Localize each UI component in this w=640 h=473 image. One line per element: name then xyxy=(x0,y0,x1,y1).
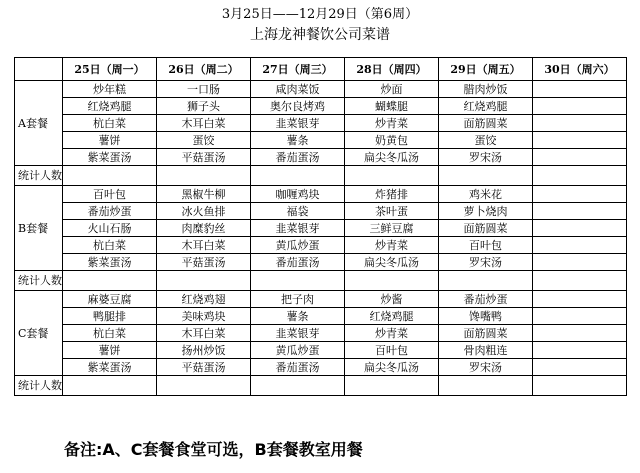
dish-cell: 奶黄包 xyxy=(345,132,439,149)
dish-cell: 薯饼 xyxy=(63,342,157,359)
count-label: 统计人数 xyxy=(15,376,63,396)
dish-cell: 罗宋汤 xyxy=(439,254,533,271)
dish-cell: 蛋饺 xyxy=(157,132,251,149)
table-row xyxy=(15,186,627,203)
dish-cell: 炸猪排 xyxy=(345,186,439,203)
dish-cell: 炒青菜 xyxy=(345,115,439,132)
dish-cell: 面筋圆菜 xyxy=(439,325,533,342)
dish-cell: 红烧鸡腿 xyxy=(63,98,157,115)
dish-cell: 番茄蛋汤 xyxy=(251,254,345,271)
count-cell xyxy=(533,271,627,291)
dish-cell: 百叶包 xyxy=(63,186,157,203)
set-name: A套餐 xyxy=(15,81,63,166)
dish-cell: 番茄炒蛋 xyxy=(63,203,157,220)
dish-cell: 红烧鸡翅 xyxy=(157,291,251,308)
dish-cell: 韭菜银芽 xyxy=(251,220,345,237)
day-header: 29日（周五） xyxy=(439,58,533,81)
count-cell xyxy=(251,271,345,291)
dish-cell: 馋嘴鸭 xyxy=(439,308,533,325)
header-corner xyxy=(15,58,63,81)
dish-cell: 百叶包 xyxy=(439,237,533,254)
count-cell xyxy=(533,166,627,186)
day-header: 28日（周四） xyxy=(345,58,439,81)
count-cell xyxy=(533,376,627,396)
dish-cell: 平菇蛋汤 xyxy=(157,149,251,166)
table-row xyxy=(15,325,627,342)
count-row xyxy=(15,271,627,291)
day-header: 25日（周一） xyxy=(63,58,157,81)
dish-cell: 红烧鸡腿 xyxy=(345,308,439,325)
table-row xyxy=(15,132,627,149)
dish-cell xyxy=(533,254,627,271)
dish-cell xyxy=(533,359,627,376)
dish-cell: 紫菜蛋汤 xyxy=(63,254,157,271)
dish-cell xyxy=(533,308,627,325)
dish-cell: 福袋 xyxy=(251,203,345,220)
dish-cell: 扁尖冬瓜汤 xyxy=(345,359,439,376)
table-row xyxy=(15,81,627,98)
dish-cell: 杭白菜 xyxy=(63,115,157,132)
dish-cell: 罗宋汤 xyxy=(439,359,533,376)
count-cell xyxy=(345,271,439,291)
dish-cell xyxy=(533,342,627,359)
set-name: B套餐 xyxy=(15,186,63,271)
dish-cell: 面筋圆菜 xyxy=(439,115,533,132)
dish-cell: 鸭腿排 xyxy=(63,308,157,325)
dish-cell xyxy=(533,81,627,98)
dish-cell: 鸡米花 xyxy=(439,186,533,203)
dish-cell: 黄瓜炒蛋 xyxy=(251,237,345,254)
dish-cell: 薯饼 xyxy=(63,132,157,149)
count-cell xyxy=(157,166,251,186)
dish-cell: 百叶包 xyxy=(345,342,439,359)
dish-cell: 肉糜豹丝 xyxy=(157,220,251,237)
table-row xyxy=(15,220,627,237)
dish-cell: 咸肉菜饭 xyxy=(251,81,345,98)
dish-cell: 紫菜蛋汤 xyxy=(63,359,157,376)
dish-cell: 萝卜烧肉 xyxy=(439,203,533,220)
count-cell xyxy=(439,376,533,396)
dish-cell: 麻婆豆腐 xyxy=(63,291,157,308)
dish-cell: 杭白菜 xyxy=(63,325,157,342)
count-cell xyxy=(439,271,533,291)
dish-cell: 炒青菜 xyxy=(345,325,439,342)
table-row xyxy=(15,254,627,271)
dish-cell: 炒酱 xyxy=(345,291,439,308)
dish-cell xyxy=(533,132,627,149)
count-label: 统计人数 xyxy=(15,271,63,291)
count-row xyxy=(15,376,627,396)
dish-cell: 杭白菜 xyxy=(63,237,157,254)
table-row xyxy=(15,98,627,115)
dish-cell: 扬州炒饭 xyxy=(157,342,251,359)
table-row xyxy=(15,308,627,325)
day-header: 26日（周二） xyxy=(157,58,251,81)
menu-table xyxy=(14,57,627,396)
count-cell xyxy=(251,166,345,186)
company-menu-title: 上海龙神餐饮公司菜谱 xyxy=(250,27,390,43)
dish-cell: 腊肉炒饭 xyxy=(439,81,533,98)
dish-cell: 炒面 xyxy=(345,81,439,98)
count-cell xyxy=(157,271,251,291)
table-row xyxy=(15,342,627,359)
dish-cell: 火山石肠 xyxy=(63,220,157,237)
count-cell xyxy=(157,376,251,396)
dish-cell: 炒年糕 xyxy=(63,81,157,98)
table-row xyxy=(15,291,627,308)
dish-cell: 韭菜银芽 xyxy=(251,115,345,132)
dish-cell: 黄瓜炒蛋 xyxy=(251,342,345,359)
date-range-title: 3月25日——12月29日（第6周） xyxy=(221,7,419,22)
dish-cell: 番茄炒蛋 xyxy=(439,291,533,308)
dish-cell: 红烧鸡腿 xyxy=(439,98,533,115)
day-header: 27日（周三） xyxy=(251,58,345,81)
dish-cell: 罗宋汤 xyxy=(439,149,533,166)
dish-cell: 冰火鱼排 xyxy=(157,203,251,220)
dish-cell: 薯条 xyxy=(251,132,345,149)
count-label: 统计人数 xyxy=(15,166,63,186)
count-row xyxy=(15,166,627,186)
dish-cell: 骨肉粗连 xyxy=(439,342,533,359)
count-cell xyxy=(63,271,157,291)
dish-cell xyxy=(533,98,627,115)
dish-cell: 木耳白菜 xyxy=(157,325,251,342)
table-row xyxy=(15,149,627,166)
header-row xyxy=(15,58,627,81)
dish-cell: 面筋圆菜 xyxy=(439,220,533,237)
count-cell xyxy=(345,376,439,396)
count-cell xyxy=(439,166,533,186)
dish-cell: 扁尖冬瓜汤 xyxy=(345,149,439,166)
dish-cell: 蛋饺 xyxy=(439,132,533,149)
table-row xyxy=(15,359,627,376)
dish-cell xyxy=(533,115,627,132)
dish-cell: 薯条 xyxy=(251,308,345,325)
dish-cell: 木耳白菜 xyxy=(157,115,251,132)
day-header: 30日（周六） xyxy=(533,58,627,81)
dish-cell: 平菇蛋汤 xyxy=(157,254,251,271)
dish-cell xyxy=(533,220,627,237)
dish-cell: 韭菜银芽 xyxy=(251,325,345,342)
dish-cell xyxy=(533,186,627,203)
dish-cell: 炒青菜 xyxy=(345,237,439,254)
count-cell xyxy=(345,166,439,186)
dish-cell: 紫菜蛋汤 xyxy=(63,149,157,166)
dish-cell: 黑椒牛柳 xyxy=(157,186,251,203)
dish-cell: 奥尔良烤鸡 xyxy=(251,98,345,115)
dish-cell: 木耳白菜 xyxy=(157,237,251,254)
count-cell xyxy=(63,166,157,186)
dish-cell: 番茄蛋汤 xyxy=(251,359,345,376)
dish-cell xyxy=(533,149,627,166)
dish-cell: 番茄蛋汤 xyxy=(251,149,345,166)
note-text: 备注:A、C套餐食堂可选，B套餐教室用餐 xyxy=(64,440,363,459)
dish-cell: 三鲜豆腐 xyxy=(345,220,439,237)
table-row xyxy=(15,115,627,132)
dish-cell xyxy=(533,203,627,220)
dish-cell: 美味鸡块 xyxy=(157,308,251,325)
dish-cell: 一口肠 xyxy=(157,81,251,98)
dish-cell: 平菇蛋汤 xyxy=(157,359,251,376)
table-row xyxy=(15,237,627,254)
dish-cell: 咖喱鸡块 xyxy=(251,186,345,203)
dish-cell: 茶叶蛋 xyxy=(345,203,439,220)
set-name: C套餐 xyxy=(15,291,63,376)
dish-cell xyxy=(533,325,627,342)
dish-cell: 把子肉 xyxy=(251,291,345,308)
dish-cell: 蝴蝶腿 xyxy=(345,98,439,115)
count-cell xyxy=(251,376,345,396)
dish-cell xyxy=(533,237,627,254)
count-cell xyxy=(63,376,157,396)
dish-cell: 扁尖冬瓜汤 xyxy=(345,254,439,271)
table-row xyxy=(15,203,627,220)
dish-cell: 狮子头 xyxy=(157,98,251,115)
dish-cell xyxy=(533,291,627,308)
